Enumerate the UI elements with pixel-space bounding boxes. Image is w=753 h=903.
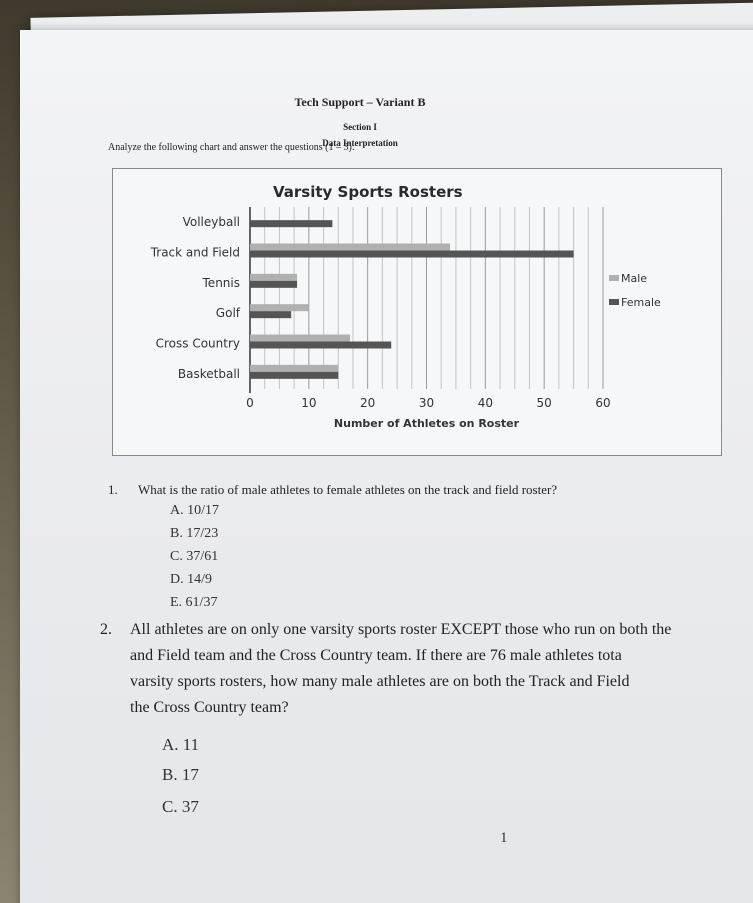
question-number: 2. xyxy=(100,621,112,638)
answer-option: C. 37/61 xyxy=(170,549,219,564)
answer-option: C. 37 xyxy=(162,797,199,816)
instructions: Analyze the following chart and answer the questions (1 – 3): xyxy=(108,142,355,153)
category-label: Golf xyxy=(215,306,240,321)
question-text: What is the ratio of male athletes to female athletes on the track and field roster? xyxy=(138,482,558,497)
answer-option: E. 61/37 xyxy=(170,595,218,610)
question-2 xyxy=(100,620,671,640)
category-label: Cross Country xyxy=(155,336,240,351)
subsection-label: Data Interpretation xyxy=(322,138,398,148)
question-text-line: and Field team and the Cross Country team. If there are 76 male athletes tota xyxy=(130,647,622,664)
answer-option: D. 14/9 xyxy=(170,572,212,587)
answer-option: B. 17 xyxy=(162,765,199,784)
bar xyxy=(250,274,297,281)
bar xyxy=(250,342,391,349)
bar xyxy=(250,335,350,342)
bar xyxy=(250,304,309,311)
legend-label: Female xyxy=(621,296,661,309)
x-tick-label: 10 xyxy=(301,396,317,410)
category-label: Track and Field xyxy=(150,245,240,260)
bar-chart xyxy=(113,169,721,455)
bar xyxy=(250,311,291,318)
legend-swatch xyxy=(609,275,619,281)
legend-label: Male xyxy=(621,272,648,285)
page-number: 1 xyxy=(500,830,508,846)
answer-option: A. 11 xyxy=(162,735,200,754)
x-tick-label: 0 xyxy=(246,396,254,410)
bar xyxy=(250,251,574,258)
question-text-line: the Cross Country team? xyxy=(130,699,289,716)
x-tick-label: 20 xyxy=(360,396,376,410)
section-label: Section I xyxy=(343,122,377,132)
worksheet-page xyxy=(20,30,753,903)
bar xyxy=(250,244,450,251)
category-label: Tennis xyxy=(202,275,240,290)
question-text-line: All athletes are on only one varsity sports roster EXCEPT those who run on both the xyxy=(130,621,672,638)
bar xyxy=(250,281,297,288)
question-1 xyxy=(108,482,557,498)
chart-frame xyxy=(112,168,722,456)
answer-option: A. 10/17 xyxy=(170,503,219,518)
document-title: Tech Support – Variant B xyxy=(294,95,426,109)
x-tick-label: 60 xyxy=(595,396,611,410)
question-number: 1. xyxy=(108,482,118,497)
category-label: Volleyball xyxy=(182,215,240,230)
answer-option: B. 17/23 xyxy=(170,526,219,541)
bar xyxy=(250,372,338,379)
legend-swatch xyxy=(609,299,619,305)
x-tick-label: 30 xyxy=(418,396,435,410)
bar xyxy=(250,220,332,227)
chart-title: Varsity Sports Rosters xyxy=(273,183,463,201)
x-tick-label: 40 xyxy=(477,396,493,410)
x-axis-label: Number of Athletes on Roster xyxy=(333,417,520,430)
category-label: Basketball xyxy=(177,366,240,381)
question-text-line: varsity sports rosters, how many male athletes are on both the Track and Field xyxy=(130,673,630,690)
bar xyxy=(250,365,338,372)
x-tick-label: 50 xyxy=(536,396,552,410)
